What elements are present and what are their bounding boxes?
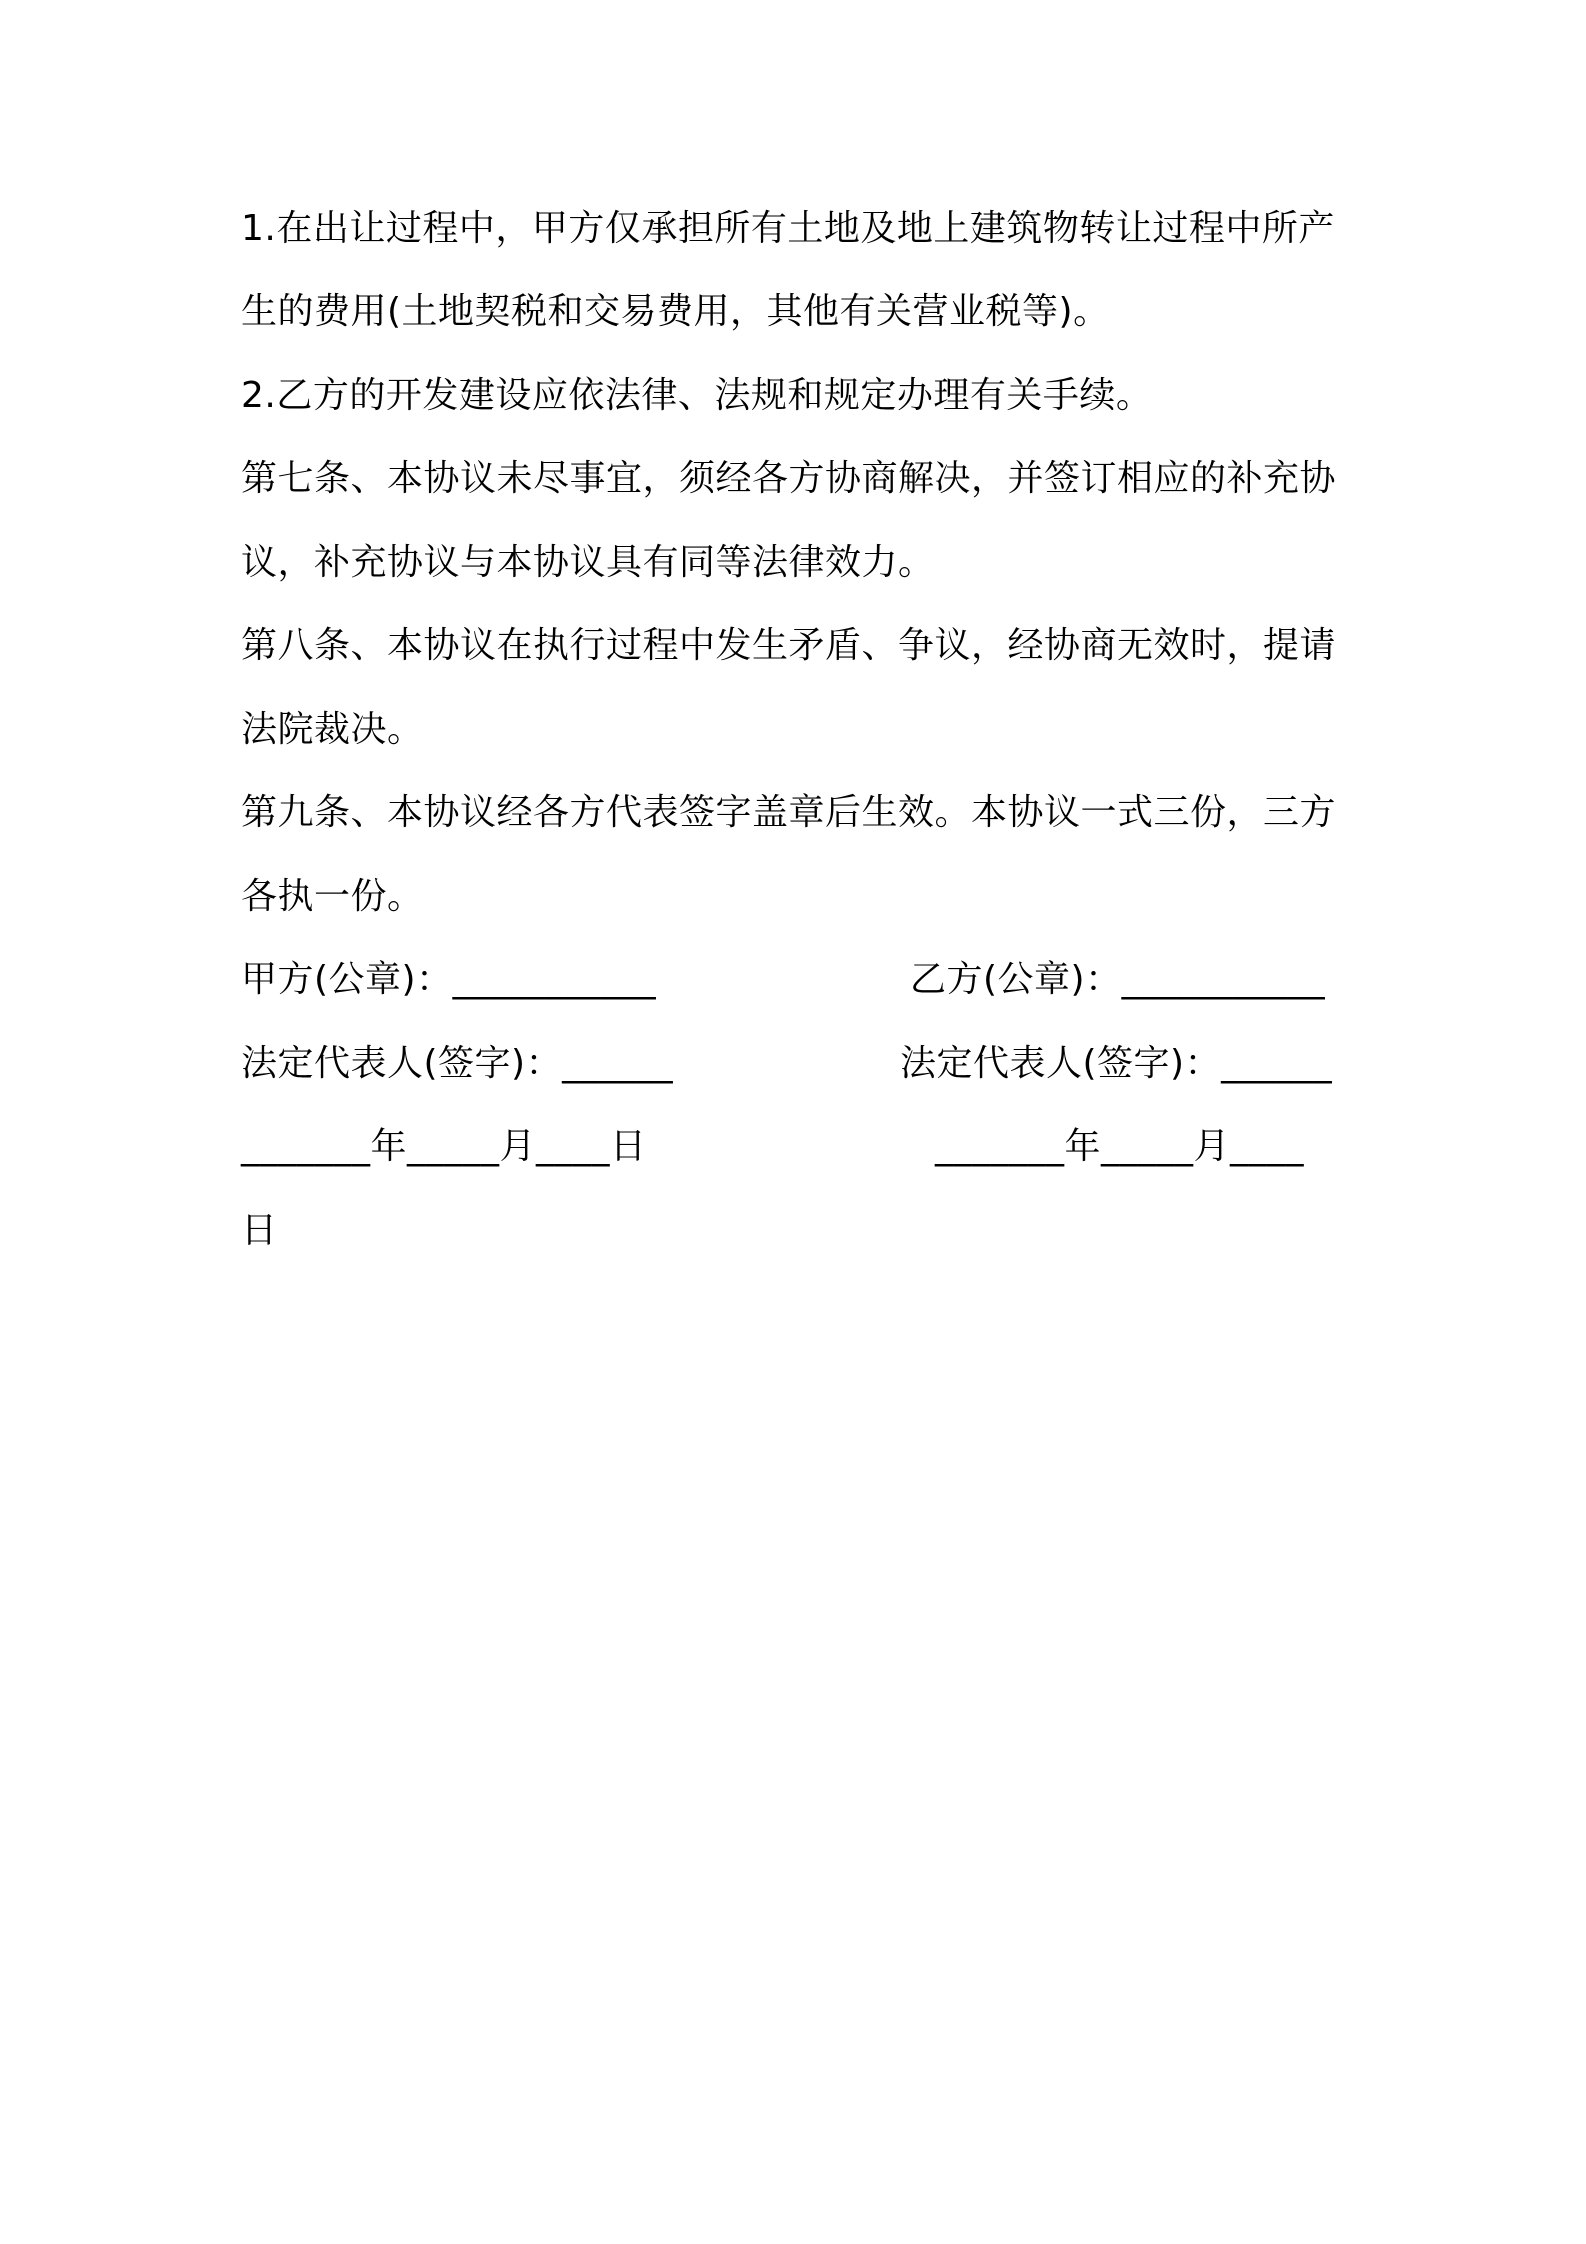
article-7-line-2: 议，补充协议与本协议具有同等法律效力。 bbox=[241, 542, 935, 583]
party-a-seal-field: 甲方(公章)：___________ bbox=[241, 959, 657, 1000]
article-8-line-2: 法院裁决。 bbox=[241, 709, 424, 750]
party-b-seal-field: 乙方(公章)：___________ bbox=[910, 959, 1326, 1000]
party-a-representative-field: 法定代表人(签字)：______ bbox=[241, 1043, 674, 1084]
party-b-date-field: _______年_____月____ bbox=[935, 1126, 1304, 1167]
party-b-date-day: 日 bbox=[241, 1210, 278, 1251]
clause-2-line-1: 2.乙方的开发建设应依法律、法规和规定办理有关手续。 bbox=[241, 375, 1153, 416]
article-7-line-1: 第七条、本协议未尽事宜，须经各方协商解决，并签订相应的补充协 bbox=[241, 458, 1337, 499]
article-9-line-1: 第九条、本协议经各方代表签字盖章后生效。本协议一式三份，三方 bbox=[241, 792, 1337, 833]
clause-1-line-2: 生的费用(土地契税和交易费用，其他有关营业税等)。 bbox=[241, 291, 1110, 332]
article-9-line-2: 各执一份。 bbox=[241, 876, 424, 917]
article-8-line-1: 第八条、本协议在执行过程中发生矛盾、争议，经协商无效时，提请 bbox=[241, 625, 1337, 666]
party-a-date-field: _______年_____月____日 bbox=[241, 1126, 647, 1167]
party-b-representative-field: 法定代表人(签字)：______ bbox=[900, 1043, 1333, 1084]
clause-1-line-1: 1.在出让过程中，甲方仅承担所有土地及地上建筑物转让过程中所产 bbox=[241, 208, 1335, 249]
